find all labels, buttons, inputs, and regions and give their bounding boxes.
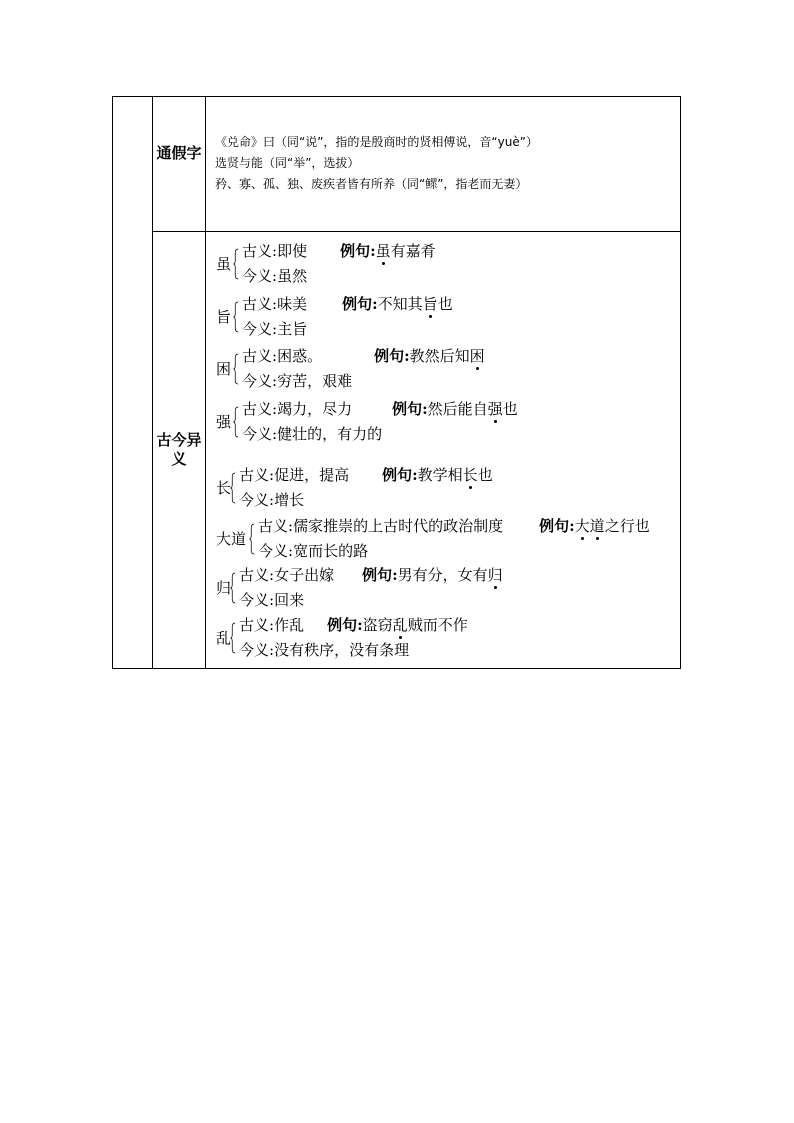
gu-yi-prefix: 古义 [239,466,270,484]
tongjiazi-label: 通假字 [156,144,202,162]
gu-yi-text: 即使 [277,242,308,260]
tongjiazi-content [215,132,538,195]
table-border-bottom [112,668,681,669]
gu-yi-text: 作乱 [274,616,305,634]
gu-yi-row [242,397,518,422]
tongjiazi-line: 矜、寡、孤、独、废疾者皆有所养（同“鳏”，指老而无妻） [215,177,528,191]
table-border-right [680,96,681,669]
example-text-before: 教学相 [417,466,463,484]
colon: : [272,295,278,313]
gu-yi-text: 儒家推崇的上古时代的政治制度 [293,517,504,535]
brace-icon [230,617,236,659]
example-text-after: 有嘉肴 [390,242,436,260]
example-text-before: 不知其 [377,295,423,313]
jin-yi-prefix: 今义 [239,641,270,659]
column-divider-1 [152,96,153,669]
gu-yi-row [242,239,436,264]
colon: : [269,466,275,484]
brace-icon [233,296,239,338]
example-label: 例句 [362,566,393,584]
colon: : [269,566,275,584]
example-text-before: 盗窃 [362,616,393,634]
example-emphasis: 虽 [376,239,391,264]
jin-yi-prefix: 今义 [242,267,273,285]
colon: : [272,267,278,285]
brace-icon [230,567,236,609]
gu-yi-row [242,292,453,317]
example-label: 例句 [382,466,413,484]
colon: : [272,320,278,338]
entry-char: 归 [216,579,232,597]
jin-yi-prefix: 今义 [239,591,270,609]
entry-char: 长 [216,479,232,497]
example-text-after: 也 [502,400,518,418]
example-emphasis: 旨 [423,292,438,317]
entry-char: 困 [216,360,232,378]
gu-yi-prefix: 古义 [242,295,273,313]
colon: : [370,242,376,260]
colon: : [272,425,278,443]
example-text-after: 贼而不作 [407,616,468,634]
example-text-before: 然后能自 [427,400,488,418]
colon: : [422,400,428,418]
gu-yi-row [239,613,468,638]
example-label: 例句 [327,616,358,634]
example-emphasis-char: 道 [590,514,605,539]
tongjiazi-line: 《兑命》曰（同“说”，指的是殷商时的贤相傅说，音“yuè”） [215,135,538,149]
jin-yi-prefix: 今义 [242,320,273,338]
brace-icon [230,467,236,509]
gu-yi-text: 味美 [277,295,308,313]
jin-yi-row [239,488,304,513]
gu-yi-row [239,463,493,488]
jin-yi-text: 虽然 [277,267,308,285]
example-label: 例句 [539,517,570,535]
example-emphasis: 长 [463,463,478,488]
colon: : [272,242,278,260]
example-label: 例句 [342,295,373,313]
gu-yi-row [258,514,650,539]
table-border-top [112,96,681,97]
entry-char: 乱 [216,629,232,647]
gu-yi-prefix: 古义 [239,566,270,584]
row-divider [152,231,681,232]
gu-yi-row [242,344,485,369]
table-border-left [112,96,113,669]
gu-yi-prefix: 古义 [242,347,273,365]
colon: : [272,400,278,418]
gu-yi-prefix: 古义 [258,517,289,535]
colon: : [269,491,275,509]
brace-icon [233,348,239,390]
colon: : [392,566,398,584]
example-emphasis [575,517,605,535]
jin-yi-row [242,264,307,289]
gu-yi-text: 竭力，尽力 [277,400,353,418]
entry-char: 大道 [216,530,247,548]
colon: : [269,591,275,609]
entry-char: 旨 [216,308,232,326]
tongjiazi-line: 选贤与能（同“举”，选拔） [215,156,360,170]
gu-yi-prefix: 古义 [242,400,273,418]
example-emphasis: 归 [488,563,503,588]
jin-yi-text: 主旨 [277,320,308,338]
jin-yi-prefix: 今义 [239,491,270,509]
colon: : [412,466,418,484]
colon: : [404,347,410,365]
jin-yi-row [242,422,382,447]
colon: : [269,641,275,659]
example-text-before: 教然后知 [409,347,470,365]
jin-yi-text: 宽而长的路 [293,542,369,560]
jin-yi-row [239,638,409,663]
brace-icon [249,518,255,560]
brace-icon [233,243,239,285]
example-label: 例句 [392,400,423,418]
jin-yi-text: 增长 [274,491,305,509]
colon: : [288,542,294,560]
colon: : [269,616,275,634]
colon: : [272,347,278,365]
example-label: 例句 [340,242,371,260]
colon: : [372,295,378,313]
gu-yi-prefix: 古义 [242,242,273,260]
jin-yi-text: 穷苦，艰难 [277,372,353,390]
jin-yi-row [258,539,368,564]
colon: : [357,616,363,634]
jin-yi-text: 健壮的，有力的 [277,425,383,443]
example-emphasis: 困 [470,344,485,369]
gu-yi-text: 困惑。 [277,347,323,365]
example-emphasis-char: 大 [575,514,590,539]
jin-yi-row [239,588,304,613]
gujinyiyi-label: 古今异义 [156,431,202,468]
colon: : [288,517,294,535]
example-emphasis: 强 [488,397,503,422]
jin-yi-prefix: 今义 [242,372,273,390]
gu-yi-text: 女子出嫁 [274,566,335,584]
entry-char: 虽 [216,255,232,273]
example-text-after: 也 [437,295,453,313]
entry-char: 强 [216,413,232,431]
example-text-after: 也 [477,466,493,484]
jin-yi-text: 没有秩序，没有条理 [274,641,410,659]
jin-yi-row [242,369,352,394]
colon: : [569,517,575,535]
gu-yi-prefix: 古义 [239,616,270,634]
colon: : [272,372,278,390]
gu-yi-row [239,563,503,588]
example-text-before: 男有分，女有 [397,566,488,584]
jin-yi-text: 回来 [274,591,305,609]
example-emphasis: 乱 [393,613,408,638]
column-divider-2 [205,96,206,669]
example-label: 例句 [374,347,405,365]
example-text-after: 之行也 [604,517,650,535]
jin-yi-row [242,317,307,342]
brace-icon [233,401,239,443]
jin-yi-prefix: 今义 [242,425,273,443]
jin-yi-prefix: 今义 [258,542,289,560]
gu-yi-text: 促进，提高 [274,466,350,484]
